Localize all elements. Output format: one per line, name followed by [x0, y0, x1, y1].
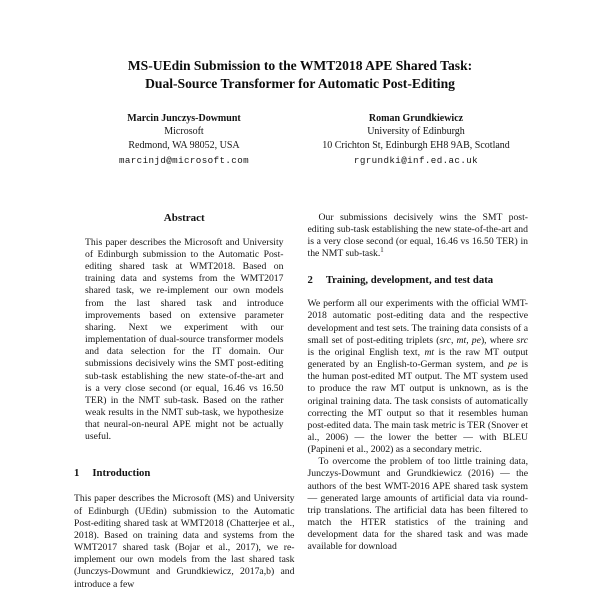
author-2 — [300, 112, 532, 168]
section-2-number: 2 — [307, 274, 313, 287]
right-column — [308, 212, 529, 591]
paper-title-line2: Dual-Source Transformer for Automatic Post-Editing — [145, 76, 455, 91]
section-1-number: 1 — [74, 467, 80, 480]
continuation-paragraph — [308, 212, 529, 261]
author-2-email: rgrundki@inf.ed.ac.uk — [353, 155, 479, 167]
abstract-heading: Abstract — [163, 211, 205, 224]
author-1-email: marcinjd@microsoft.com — [118, 155, 250, 167]
paper-title — [0, 0, 600, 93]
p1-seg: is the human post-edited MT output. The MT system used to produce the raw MT output is unknown, as is the original training data. The task consists of automatically correcting the MT output so that it resembles human post-edited data. The main task metric is TER (Snover et al., 2006) — the lower the better — with BLEU (Papineni et al., 2002) as a secondary metric. — [307, 359, 528, 456]
section-1-heading — [74, 467, 295, 480]
author-1 — [68, 112, 300, 168]
p1-seg: We perform all our experiments with the official WMT-2018 automatic post-editing data and the respective development and test sets. The training data consists of a small set of post-editing triplets ( — [307, 298, 528, 346]
author-block — [0, 112, 600, 168]
section-2-paragraph-2: To overcome the problem of too little training data, Junczys-Dowmunt and Grundkiewicz (2016) — the authors of the best WMT-2016 APE shared task system — generated large amounts of artificial data via round-trip translations. The artificial data has been filtered to match the HTER statistics of the training and development data for the shared task and was made available for download — [307, 456, 528, 553]
author-2-affiliation: University of Edinburgh — [367, 126, 465, 138]
p1-pe-italic: pe — [471, 334, 481, 346]
author-2-name: Roman Grundkiewicz — [368, 113, 464, 124]
p1-src-italic: src — [439, 334, 451, 346]
p1-src-italic: src — [516, 334, 529, 346]
paper-title-line1: MS-UEdin Submission to the WMT2018 APE Shared Task: — [127, 58, 473, 73]
p1-seg: is the raw MT output generated by an English-to-German system, and — [307, 346, 529, 371]
section-1-paragraph: This paper describes the Microsoft (MS) and University of Edinburgh (UEdin) submission to the Automatic Post-editing shared task at WMT2018 (Chatterjee et al., 2018). Based on training data and systems from the WMT2017 shared task (Bojar et al., 2017), we re-implement our own models from the last shared task (Junczys-Dowmunt and Grundkiewicz, 2017a,b) and introduce a few — [74, 493, 295, 590]
p1-seg: , — [450, 334, 457, 346]
section-2-heading — [308, 274, 529, 287]
continuation-text: Our submissions decisively wins the SMT post-editing sub-task establishing the new state-of-the-art and is a very close second (or equal, 16.46 vs 16.50 TER) in the NMT sub-task. — [307, 211, 528, 260]
p1-pe-italic: pe — [508, 359, 518, 371]
footnote-marker: 1 — [380, 247, 384, 255]
two-column-body — [0, 212, 600, 591]
author-1-name: Marcin Junczys-Dowmunt — [127, 113, 241, 124]
p1-seg: , — [466, 334, 472, 346]
section-1-title: Introduction — [92, 467, 151, 480]
p1-seg: is the original English text, — [307, 346, 425, 358]
left-column — [74, 212, 295, 591]
p1-mt-italic: mt — [456, 334, 467, 346]
author-1-address: Redmond, WA 98052, USA — [128, 139, 240, 151]
section-2-paragraph-1 — [308, 298, 529, 456]
p1-mt-italic: mt — [424, 346, 435, 358]
p1-seg: ), where — [480, 334, 517, 346]
author-2-address: 10 Crichton St, Edinburgh EH8 9AB, Scotland — [322, 139, 510, 151]
abstract-text: This paper describes the Microsoft and University of Edinburgh submission to the Automatic Post-editing shared task at WMT2018. Based on training data and systems from the WMT2017 shared task, we re-implement our own models from the last shared task and introduce improvements based on extensive parameter sharing. Next we experiment with our implementation of dual-source transformer models and data selection for the IT domain. Our submissions decisively wins the SMT post-editing sub-task establishing the new state-of-the-art and is a very close second (or equal, 16.46 vs 16.50 TER) in the NMT sub-task. Based on the rather weak results in the NMT sub-task, we hypothesize that neural-on-neural APE might not be actually useful. — [85, 236, 284, 443]
section-2-title: Training, development, and test data — [325, 274, 494, 287]
author-1-affiliation: Microsoft — [164, 126, 204, 138]
